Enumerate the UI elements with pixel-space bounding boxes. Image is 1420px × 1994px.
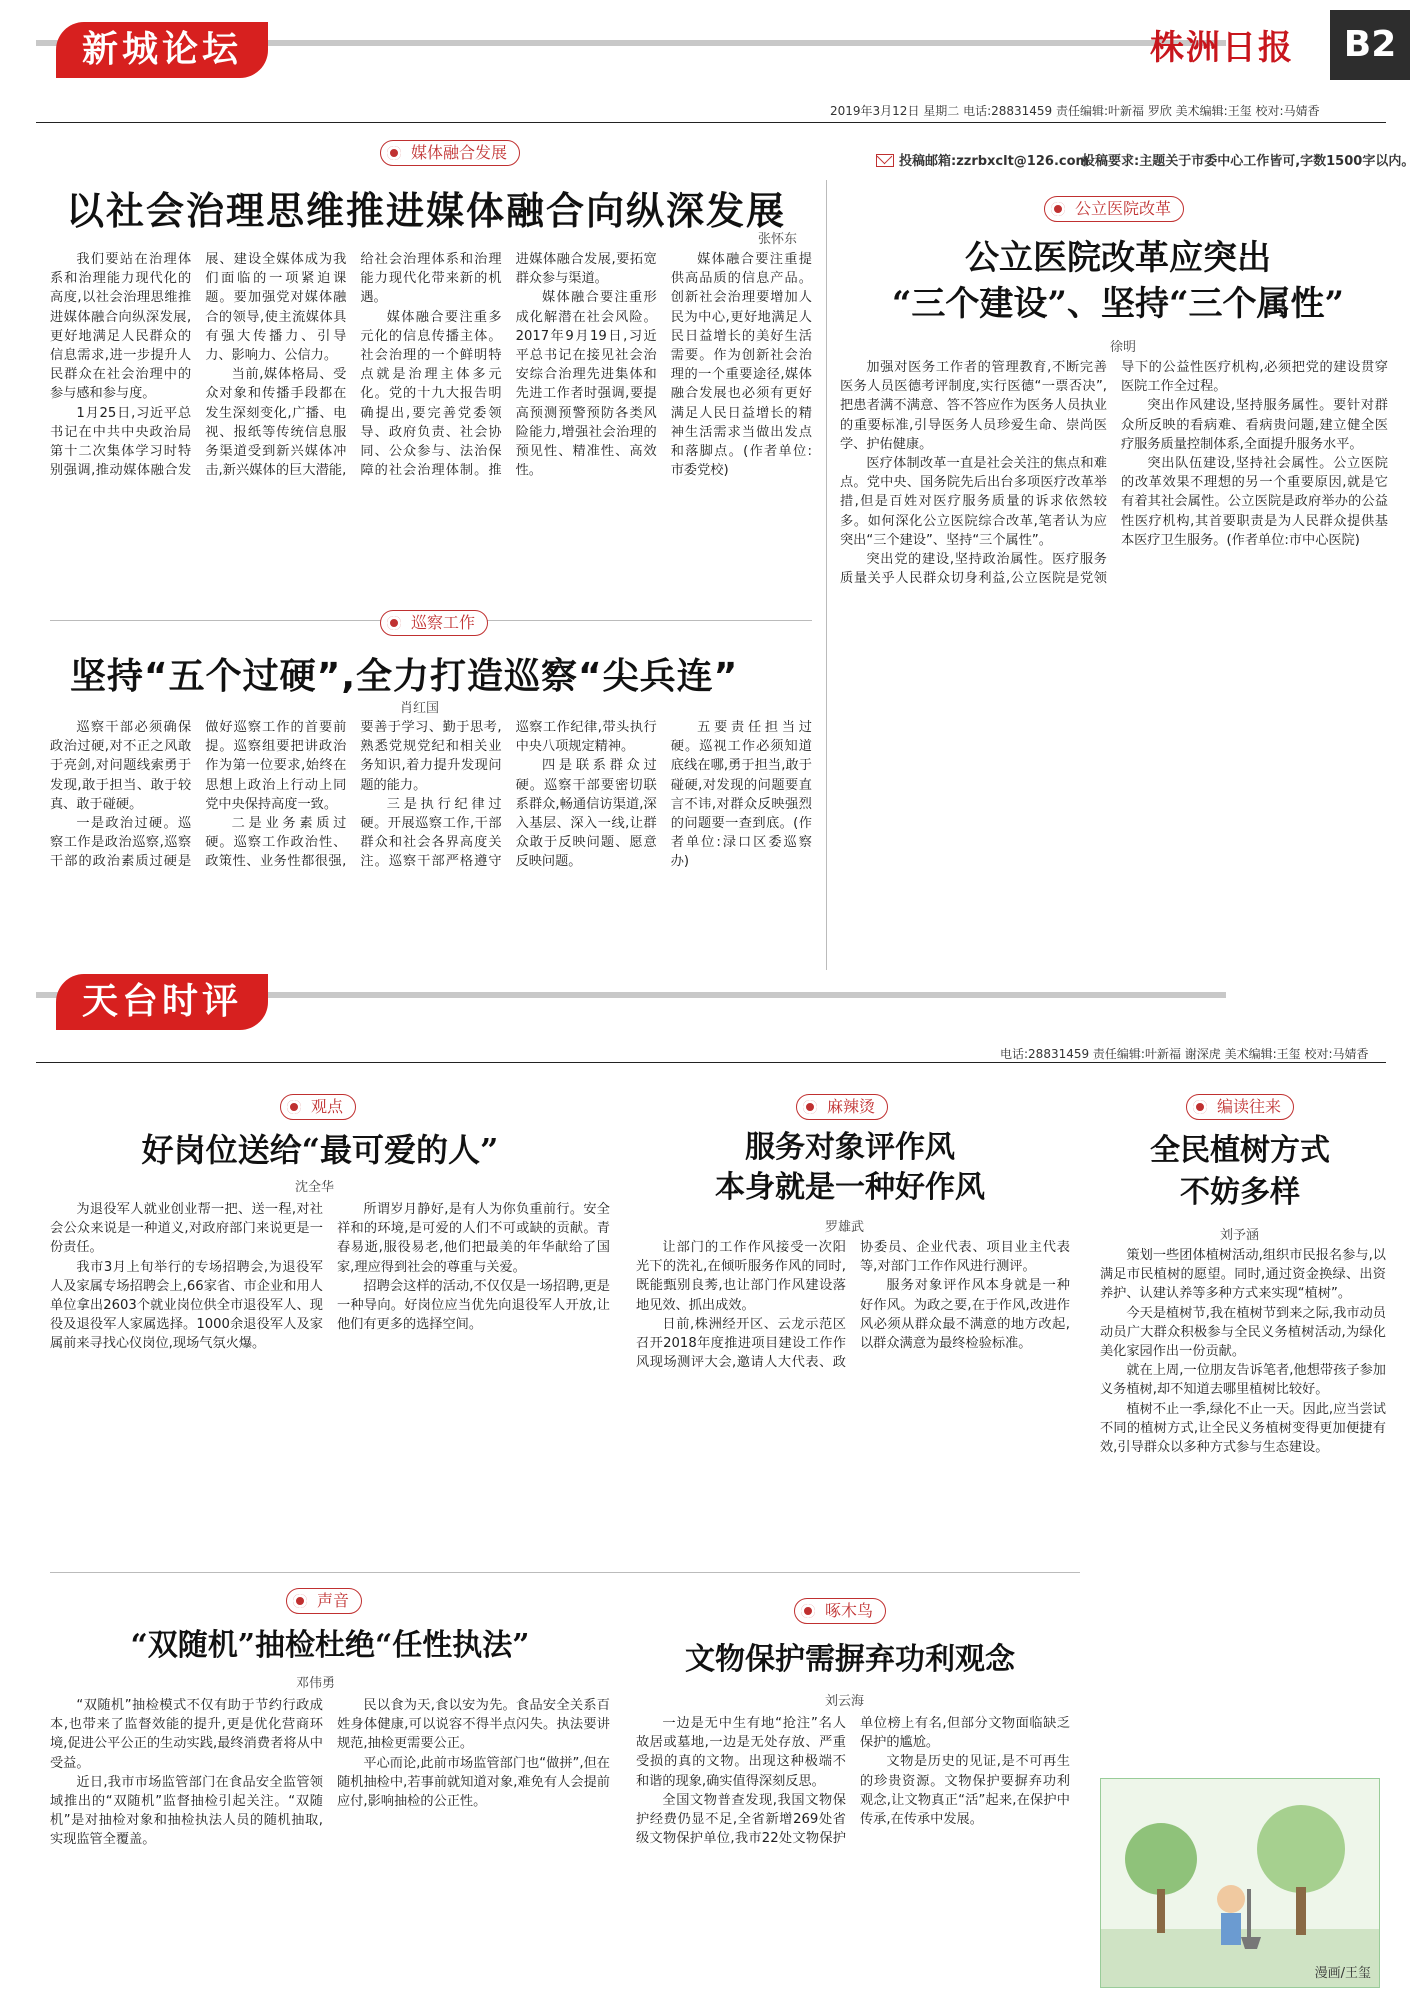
byline: 徐明 [1110,340,1137,355]
article-headline-line2: 本身就是一种好作风 [715,1170,985,1205]
article-headline: 以社会治理思维推进媒体融合向纵深发展 [66,189,787,233]
article-headline: 文物保护需摒弃功利观念 [685,1642,1015,1677]
column-tag-spicy: 麻辣烫 [796,1094,888,1120]
paragraph: 全国文物普查发现,我国文物保护经费仍显不足,全省新增269处省级文物保护单位,我市22处文物保护单位榜上有名,但部分文物面临缺乏保护的尴尬。 [636,1716,1070,1847]
column-tag-voice: 声音 [286,1588,362,1614]
section-title: 天台时评 [56,974,268,1030]
paragraph: 就在上周,一位朋友告诉笔者,他想带孩子参加义务植树,却不知道去哪里植树比较好。 [1100,1363,1386,1398]
paragraph: 今天是植树节,我在植树节到来之际,我市动员动员广大群众积极参与全民义务植树活动,为绿化美化家园作出一份贡献。 [1100,1305,1386,1360]
byline: 沈全华 [295,1180,335,1195]
article-body [50,1200,610,1560]
paragraph: 植树不止一季,绿化不止一天。因此,应当尝试不同的植树方式,让全民义务植树变得更加便捷有效,引导群众以多种方式参与生态建设。 [1100,1401,1386,1456]
column-tag-inspection: 巡察工作 [380,610,488,636]
paragraph: 让部门的工作作风接受一次阳光下的洗礼,在倾听服务作风的同时,既能甄别良莠,也让部门作风建设落地见效、抓出成效。 [636,1240,846,1313]
paragraph: 媒体融合要注重形成化解潜在社会风险。2017年9月19日,习近平总书记在接见社会治安综合治理先进集体和先进工作者时强调,要提高预测预警预防各类风险能力,增强社会治理的预见性、精准性、高效性。 [515,290,657,479]
section-banner-bottom [36,974,1226,1036]
article-headline: “双随机”抽检杜绝“任性执法” [130,1628,530,1663]
page-code: B2 [1330,10,1410,80]
paragraph: 我们要站在治理体系和治理能力现代化的高度,以社会治理思维推进媒体融合向纵深发展,更好地满足人民群众的信息需求,进一步提升人民群众在社会治理中的参与感和参与度。 [50,252,192,402]
cartoon-illustration [1100,1778,1380,1988]
paragraph: 所谓岁月静好,是有人为你负重前行。安全祥和的环境,是可爱的人们不可或缺的贡献。青春易逝,服役易老,他们把最美的年华献给了国家,理应得到社会的尊重与关爱。 [337,1202,610,1275]
paragraph: 民以食为天,食以安为先。食品安全关系百姓身体健康,可以说容不得半点闪失。执法要讲规范,抽检更需要公正。 [337,1698,610,1752]
paragraph: 二是业务素质过硬。巡察工作政治性、政策性、业务性都很强,要善于学习、勤于思考,熟悉党规党纪和相关业务知识,着力提升发现问题的能力。 [205,720,502,870]
byline: 刘予涵 [1220,1228,1260,1243]
paragraph: 媒体融合要注重多元化的信息传播主体。社会治理的一个鲜明特点就是治理主体多元化。党的十九大报告明确提出,要完善党委领导、政府负责、社会协同、公众参与、法治保障的社会治理体制。推进媒体融合发展,要拓宽群众参与渠道。 [360,252,657,479]
email-icon [876,154,894,167]
article-headline-line2: 不妨多样 [1180,1175,1300,1210]
paragraph: 突出党的建设,坚持政治属性。医疗服务质量关乎人民群众切身利益,公立医院是党领导下的公益性医疗机构,必须把党的建设贯穿医院工作全过程。 [840,360,1388,587]
meta-line-top: 2019年3月12日 星期二 电话:28831459 责任编辑:叶新福 罗欣 美术编辑:王玺 校对:马婧香 [830,104,1320,118]
byline: 刘云海 [825,1694,865,1709]
byline: 罗雄武 [825,1220,865,1235]
column-tag-hospital: 公立医院改革 [1044,196,1184,222]
article-body [840,358,1388,974]
paragraph: 一边是无中生有地“抢注”名人故居或墓地,一边是无处存放、严重受损的真的文物。出现这种极端不和谐的现象,确实值得深刻反思。 [636,1716,846,1789]
article-headline-line1: 全民植树方式 [1150,1133,1330,1168]
article-headline: 坚持“五个过硬”,全力打造巡察“尖兵连” [70,656,739,697]
paragraph: 一是政治过硬。巡察工作是政治巡察,巡察干部的政治素质过硬是做好巡察工作的首要前提。巡察组要把讲政治作为第一位要求,始终在思想上政治上行动上同党中央保持高度一致。 [50,720,347,870]
divider [50,1572,1080,1573]
column-tag-woodpecker: 啄木鸟 [794,1598,886,1624]
article-body [50,250,812,610]
paragraph: 三是执行纪律过硬。开展巡察工作,干部群众和社会各界高度关注。巡察干部严格遵守巡察工作纪律,带头执行中央八项规定精神。 [360,720,657,870]
paragraph: 我市3月上旬举行的专场招聘会,为退役军人及家属专场招聘会上,66家省、市企业和用人单位拿出2603个就业岗位供全市退役军人、现役及退役军人家属选择。1000余退役军人及家属前来寻找心仪岗位,现场气氛火爆。 [50,1259,323,1352]
paragraph: 五要责任担当过硬。巡视工作必须知道底线在哪,勇于担当,敢于碰硬,对发现的问题要直言不讳,对群众反映强烈的问题要一查到底。(作者单位:渌口区委巡察办) [670,720,812,870]
paragraph: 当前,媒体格局、受众对象和传播手段都在发生深刻变化,广播、电视、报纸等传统信息服务渠道受到新兴媒体冲击,新兴媒体的巨大潜能,给社会治理体系和治理能力现代化带来新的机遇。 [205,252,502,479]
article-body [50,718,812,976]
paragraph: 四是联系群众过硬。巡察干部要密切联系群众,畅通信访渠道,深入基层、深入一线,让群众敢于反映问题、愿意反映问题。 [515,758,657,870]
paragraph: “双随机”抽检模式不仅有助于节约行政成本,也带来了监督效能的提升,更是优化营商环境,促进公平公正的生动实践,最终消费者将从中受益。 [50,1698,323,1771]
paragraph: 巡察干部必须确保政治过硬,对不正之风敢于亮剑,对问题线索勇于发现,敢于担当、敢于较真、敢于碰硬。 [50,720,192,812]
divider [826,180,827,970]
paragraph: 文物是历史的见证,是不可再生的珍贵资源。文物保护要摒弃功利观念,让文物真正“活”起来,在保护中传承,在传承中发展。 [860,1754,1070,1828]
column-tag-viewpoint: 观点 [280,1094,356,1120]
article-headline-line1: 服务对象评作风 [745,1130,955,1165]
paper-logo: 株洲日报 [1150,28,1294,68]
article-body [50,1696,610,1986]
article-body [636,1238,1070,1586]
paragraph: 平心而论,此前市场监管部门也“做拼”,但在随机抽检中,若事前就知道对象,难免有人会提前应付,影响抽检的公正性。 [337,1755,610,1810]
divider [36,1062,1386,1063]
section-banner-top [36,22,1226,84]
section-title: 新城论坛 [56,22,268,78]
meta-line-bottom: 电话:28831459 责任编辑:叶新福 谢深虎 美术编辑:王玺 校对:马婧香 [1000,1047,1369,1061]
cartoon-credit: 漫画/王玺 [1314,1966,1371,1981]
tree-planting-cartoon-icon [1101,1779,1380,1988]
paragraph: 医疗体制改革一直是社会关注的焦点和难点。党中央、国务院先后出台多项医疗改革举措,但是百姓对医疗服务质量的诉求依然较多。如何深化公立医院综合改革,笔者认为应突出“三个建设”、坚持“三个属性”。 [840,456,1107,548]
paragraph: 为退役军人就业创业帮一把、送一程,对社会公众来说是一种道义,对政府部门来说更是一份责任。 [50,1202,323,1256]
paragraph: 近日,我市市场监管部门在食品安全监管领域推出的“双随机”监督抽检引起关注。“双随机”是对抽检对象和抽检执法人员的随机抽取,实现监管全覆盖。 [50,1774,323,1848]
paragraph: 服务对象评作风本身就是一种好作风。为政之要,在于作风,改进作风必须从群众最不满意的地方改起,以群众满意为最终检验标准。 [860,1278,1070,1352]
submission-requirements: 投稿要求:主题关于市委中心工作皆可,字数1500字以内。 [1082,154,1415,169]
column-tag-letters: 编读往来 [1186,1094,1294,1120]
article-body [1100,1246,1386,1766]
submission-email: 投稿邮箱:zzrbxclt@126.com [876,150,1089,169]
article-headline: 好岗位送给“最可爱的人” [141,1131,499,1169]
article-headline-line2: “三个建设”、坚持“三个属性” [891,284,1345,324]
paragraph: 媒体融合要注重提供高品质的信息产品。创新社会治理要增加人民为中心,更好地满足人民日益增长的美好生活需要。作为创新社会治理的一个重要途径,媒体融合发展也必须有更好满足人民日益增长的精神生活需求当做出发点和落脚点。(作者单位:市委党校) [670,252,812,479]
paragraph: 突出作风建设,坚持服务属性。要针对群众所反映的看病难、看病贵问题,建立健全医疗服务质量控制体系,全面提升服务水平。 [1121,398,1388,452]
article-headline-line1: 公立医院改革应突出 [965,238,1271,278]
paragraph: 1月25日,习近平总书记在中共中央政治局第十二次集体学习时特别强调,推动媒体融合发展、建设全媒体成为我们面临的一项紧迫课题。要加强党对媒体融合的领导,使主流媒体具有强大传播力、引导力、影响力、公信力。 [50,252,347,479]
byline: 邓伟勇 [296,1676,336,1691]
paragraph: 策划一些团体植树活动,组织市民报名参与,以满足市民植树的愿望。同时,通过资金换绿、出资养护、认建认养等多种方式来实现“植树”。 [1100,1248,1386,1302]
paragraph: 突出队伍建设,坚持社会属性。公立医院的改革效果不理想的另一个重要原因,就是它有着其社会属性。公立医院是政府举办的公益性医疗机构,其首要职责是为人民群众提供基本医疗卫生服务。(作者单位:市中心医院) [1121,456,1388,548]
byline: 肖红国 [400,701,440,716]
paragraph: 日前,株洲经开区、云龙示范区召开2018年度推进项目建设工作作风现场测评大会,邀请人大代表、政协委员、企业代表、项目业主代表等,对部门工作作风进行测评。 [636,1240,1070,1371]
paragraph: 加强对医务工作者的管理教育,不断完善医务人员医德考评制度,实行医德“一票否决”,把患者满不满意、答不答应作为医务人员执业的重要标准,引导医务人员珍爱生命、崇尚医学、护佑健康。 [840,360,1107,452]
byline: 张怀东 [758,232,798,247]
paragraph: 招聘会这样的活动,不仅仅是一场招聘,更是一种导向。好岗位应当优先向退役军人开放,让他们有更多的选择空间。 [337,1278,610,1333]
divider [36,122,1386,123]
column-tag-media: 媒体融合发展 [380,140,520,166]
article-body [636,1714,1070,1986]
